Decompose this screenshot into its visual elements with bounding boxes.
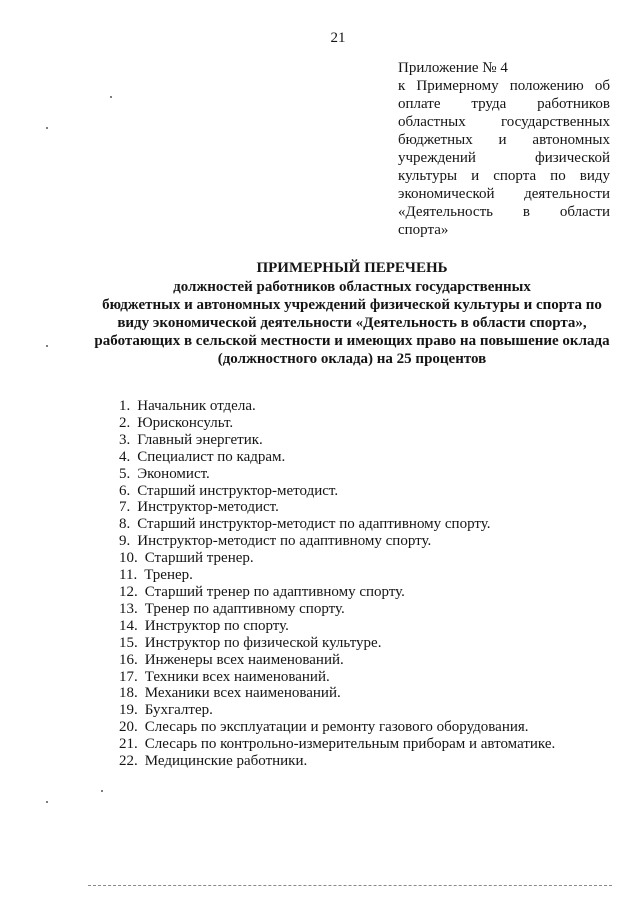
item-text: Старший тренер.	[144, 550, 254, 567]
job-list-item	[119, 567, 619, 584]
item-number: 18.	[119, 685, 138, 702]
appendix-line: к Примерному положению об	[398, 78, 610, 94]
item-number: 3.	[119, 431, 131, 448]
item-number: 19.	[119, 702, 138, 719]
item-text: Старший инструктор-методист.	[137, 482, 339, 499]
job-list-item	[119, 753, 619, 770]
scan-speck	[110, 96, 112, 98]
job-list-item	[119, 719, 619, 736]
item-number: 7.	[119, 499, 131, 516]
item-text: Старший тренер по адаптивному спорту.	[144, 583, 405, 600]
job-list-item	[119, 516, 619, 533]
list-subtitle-line: работающих в сельской местности и имеющих право на повышение оклада	[94, 333, 610, 349]
document-heading	[72, 258, 632, 368]
page-number: 21	[330, 30, 346, 46]
job-list-item	[119, 533, 619, 550]
item-text: Механики всех наименований.	[144, 685, 341, 702]
job-list-item	[119, 499, 619, 516]
scan-speck	[46, 801, 48, 803]
item-number: 10.	[119, 550, 138, 567]
item-text: Бухгалтер.	[144, 702, 213, 719]
appendix-line: оплате труда работников	[398, 96, 610, 112]
item-text: Слесарь по контрольно-измерительным приборам и автоматике.	[144, 736, 556, 753]
item-number: 22.	[119, 753, 138, 770]
item-number: 8.	[119, 516, 131, 533]
job-list-item	[119, 618, 619, 635]
item-text: Тренер по адаптивному спорту.	[144, 600, 345, 617]
appendix-title: Приложение № 4	[398, 60, 508, 76]
item-number: 2.	[119, 414, 131, 431]
job-list-item	[119, 483, 619, 500]
job-list-item	[119, 398, 619, 415]
item-text: Тренер.	[144, 567, 193, 584]
item-text: Экономист.	[137, 465, 210, 482]
appendix-line: культуры и спорта по виду	[398, 168, 610, 184]
list-subtitle-line: бюджетных и автономных учреждений физической культуры и спорта по	[102, 297, 602, 313]
item-text: Инженеры всех наименований.	[144, 651, 344, 668]
item-number: 15.	[119, 634, 138, 651]
item-text: Инструктор-методист по адаптивному спорту.	[137, 533, 432, 550]
item-number: 5.	[119, 465, 131, 482]
item-number: 20.	[119, 719, 138, 736]
job-list-item	[119, 601, 619, 618]
item-text: Инструктор-методист.	[137, 499, 279, 516]
job-list-item	[119, 685, 619, 702]
item-number: 17.	[119, 668, 138, 685]
item-number: 4.	[119, 448, 131, 465]
item-number: 12.	[119, 583, 138, 600]
item-text: Слесарь по эксплуатации и ремонту газового оборудования.	[144, 719, 529, 736]
appendix-block	[398, 59, 610, 239]
list-subtitle-line: должностей работников областных государственных	[173, 279, 531, 295]
item-text: Техники всех наименований.	[144, 668, 330, 685]
appendix-line: областных государственных	[398, 114, 610, 130]
job-list-item	[119, 550, 619, 567]
appendix-line: бюджетных и автономных	[398, 132, 610, 148]
appendix-line: спорта»	[398, 222, 449, 238]
job-list-item	[119, 652, 619, 669]
job-list-item	[119, 584, 619, 601]
appendix-line: учреждений физической	[398, 150, 610, 166]
appendix-line: «Деятельность в области	[398, 204, 610, 220]
item-number: 11.	[119, 567, 138, 584]
job-list-item	[119, 432, 619, 449]
item-number: 14.	[119, 617, 138, 634]
item-text: Старший инструктор-методист по адаптивному спорту.	[137, 516, 491, 533]
job-list-item	[119, 669, 619, 686]
item-number: 1.	[119, 398, 131, 414]
item-number: 21.	[119, 736, 138, 753]
list-subtitle-line: виду экономической деятельности «Деятельность в области спорта»,	[117, 315, 587, 331]
scan-speck	[101, 790, 103, 792]
item-text: Юрисконсульт.	[137, 414, 234, 431]
item-text: Начальник отдела.	[137, 398, 256, 414]
appendix-line: экономической деятельности	[398, 186, 610, 202]
item-number: 16.	[119, 651, 138, 668]
list-subtitle-line: (должностного оклада) на 25 процентов	[217, 351, 487, 367]
item-text: Медицинские работники.	[144, 753, 308, 770]
item-text: Инструктор по спорту.	[144, 617, 289, 634]
scan-edge-line	[88, 885, 612, 886]
job-list-item	[119, 466, 619, 483]
scan-speck	[46, 127, 48, 129]
job-list-item	[119, 635, 619, 652]
item-text: Главный энергетик.	[137, 431, 263, 448]
job-list-item	[119, 415, 619, 432]
item-number: 9.	[119, 533, 131, 550]
item-text: Инструктор по физической культуре.	[144, 634, 382, 651]
scan-speck	[46, 345, 48, 347]
item-text: Специалист по кадрам.	[137, 448, 286, 465]
item-number: 6.	[119, 482, 131, 499]
list-title: ПРИМЕРНЫЙ ПЕРЕЧЕНЬ	[256, 260, 448, 276]
job-list-item	[119, 736, 619, 753]
job-list-item	[119, 449, 619, 466]
job-list-item	[119, 702, 619, 719]
item-number: 13.	[119, 600, 138, 617]
job-list	[119, 398, 619, 770]
